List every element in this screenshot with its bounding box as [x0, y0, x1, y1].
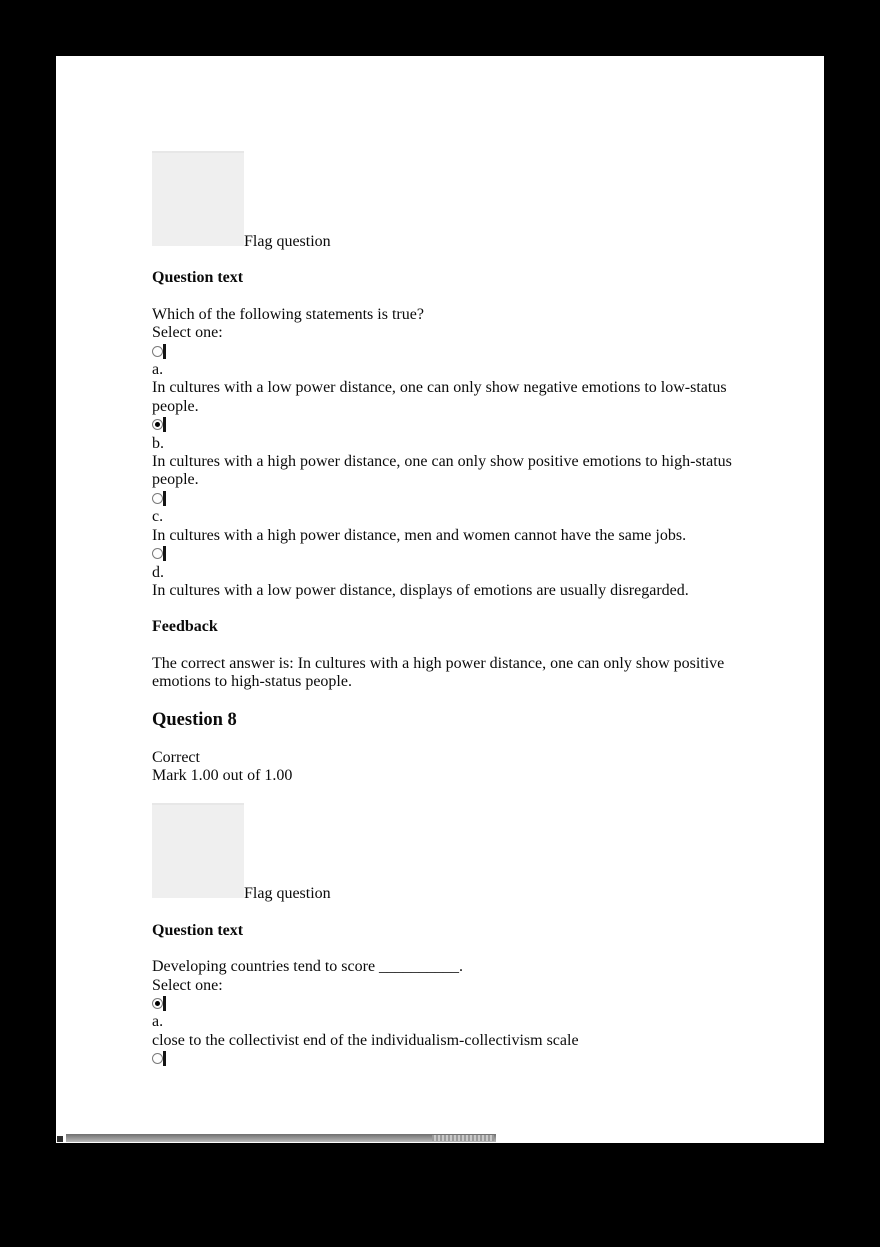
flag-question-label: Flag question: [244, 233, 331, 250]
radio-icon[interactable]: [152, 344, 168, 359]
question-flag-row: [152, 803, 746, 903]
radio-clip-bar: [163, 491, 166, 506]
option-text: In cultures with a low power distance, one can only show negative emotions to low-status people.: [152, 379, 727, 415]
mark-label: Mark 1.00 out of 1.00: [152, 766, 293, 784]
document-page: [56, 56, 824, 1143]
feedback-text: The correct answer is: In cultures with a high power distance, one can only show positive emotions to high-status people.: [152, 654, 725, 691]
radio-icon[interactable]: [152, 996, 168, 1011]
option-letter: b.: [152, 434, 164, 452]
radio-icon[interactable]: [152, 1051, 168, 1066]
feedback-heading: Feedback: [152, 618, 218, 636]
question-text-heading: Question text: [152, 921, 244, 939]
option-text: In cultures with a low power distance, displays of emotions are usually disregarded.: [152, 581, 689, 599]
question8-status-block: [152, 749, 746, 786]
option-letter: d.: [152, 563, 164, 581]
scrollbar-texture: [432, 1135, 494, 1141]
select-one-label: Select one:: [152, 976, 223, 994]
option-text: In cultures with a high power distance, men and women cannot have the same jobs.: [152, 526, 687, 544]
option-text: close to the collectivist end of the individualism-collectivism scale: [152, 1031, 579, 1049]
option-text: In cultures with a high power distance, one can only show positive emotions to high-status people.: [152, 453, 732, 489]
radio-clip-bar: [163, 344, 166, 359]
radio-icon[interactable]: [152, 417, 168, 432]
status-label: Correct: [152, 748, 200, 766]
option-letter: a.: [152, 361, 164, 379]
question8-title: Question 8: [152, 709, 237, 730]
option-letter: a.: [152, 1013, 164, 1031]
scrollbar[interactable]: [66, 1134, 496, 1142]
radio-clip-bar: [163, 546, 166, 561]
question7-stem: Which of the following statements is true?: [152, 305, 424, 323]
question-image-placeholder: [152, 803, 244, 898]
radio-circle: [152, 1053, 163, 1064]
radio-clip-bar: [163, 996, 166, 1011]
flag-question-label: Flag question: [244, 885, 331, 903]
radio-circle: [152, 346, 163, 357]
radio-circle: [152, 493, 163, 504]
select-one-label: Select one:: [152, 324, 223, 342]
question8-body: [152, 958, 746, 1068]
option-letter: c.: [152, 508, 164, 526]
radio-circle: [152, 548, 163, 559]
radio-icon[interactable]: [152, 491, 168, 506]
question-text-heading: Question text: [152, 269, 244, 287]
scrollbar-end-cap: [57, 1136, 63, 1142]
question-flag-row: [152, 151, 746, 251]
radio-circle: [152, 998, 163, 1009]
question-image-placeholder: [152, 151, 244, 246]
question7-body: [152, 306, 746, 601]
radio-clip-bar: [163, 417, 166, 432]
radio-clip-bar: [163, 1051, 166, 1066]
radio-circle: [152, 419, 163, 430]
question8-stem: Developing countries tend to score __________.: [152, 958, 464, 976]
radio-icon[interactable]: [152, 546, 168, 561]
page-content: [152, 151, 746, 1087]
